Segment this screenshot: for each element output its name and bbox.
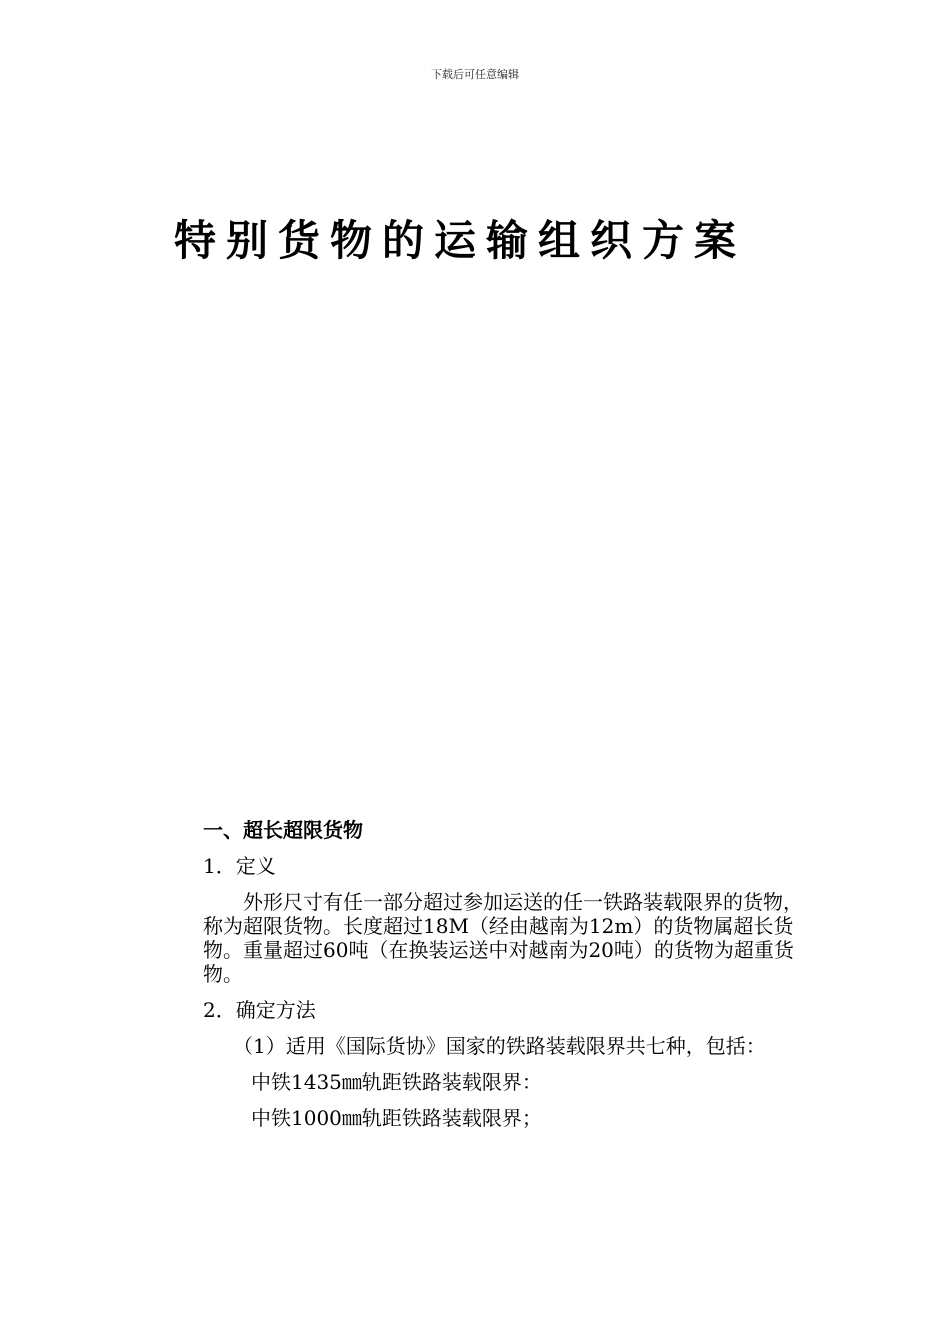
list-item: 中铁1000㎜轨距铁路装载限界； [251,1106,542,1130]
list-item: 中铁1435㎜轨距铁路装载限界： [251,1070,542,1094]
document-title: 特别货物的运输组织方案 [173,216,746,265]
definition-paragraph: 外形尺寸有任一部分超过参加运送的任一铁路装载限界的货物，称为超限货物。长度超过18M（经由越南为12m）的货物属超长货物。重量超过60吨（在换装运送中对越南为20吨）的货物为超重货物。 [203,890,803,986]
section-heading: 一、超长超限货物 [203,818,363,842]
subsection-method: 2．确定方法 [203,998,316,1022]
method-paragraph: （1）适用《国际货协》国家的铁路装载限界共七种，包括： [233,1034,766,1058]
subsection-definition: 1．定义 [203,854,276,878]
document-body [203,818,803,1142]
page-header-note: 下载后可任意编辑 [431,68,519,81]
